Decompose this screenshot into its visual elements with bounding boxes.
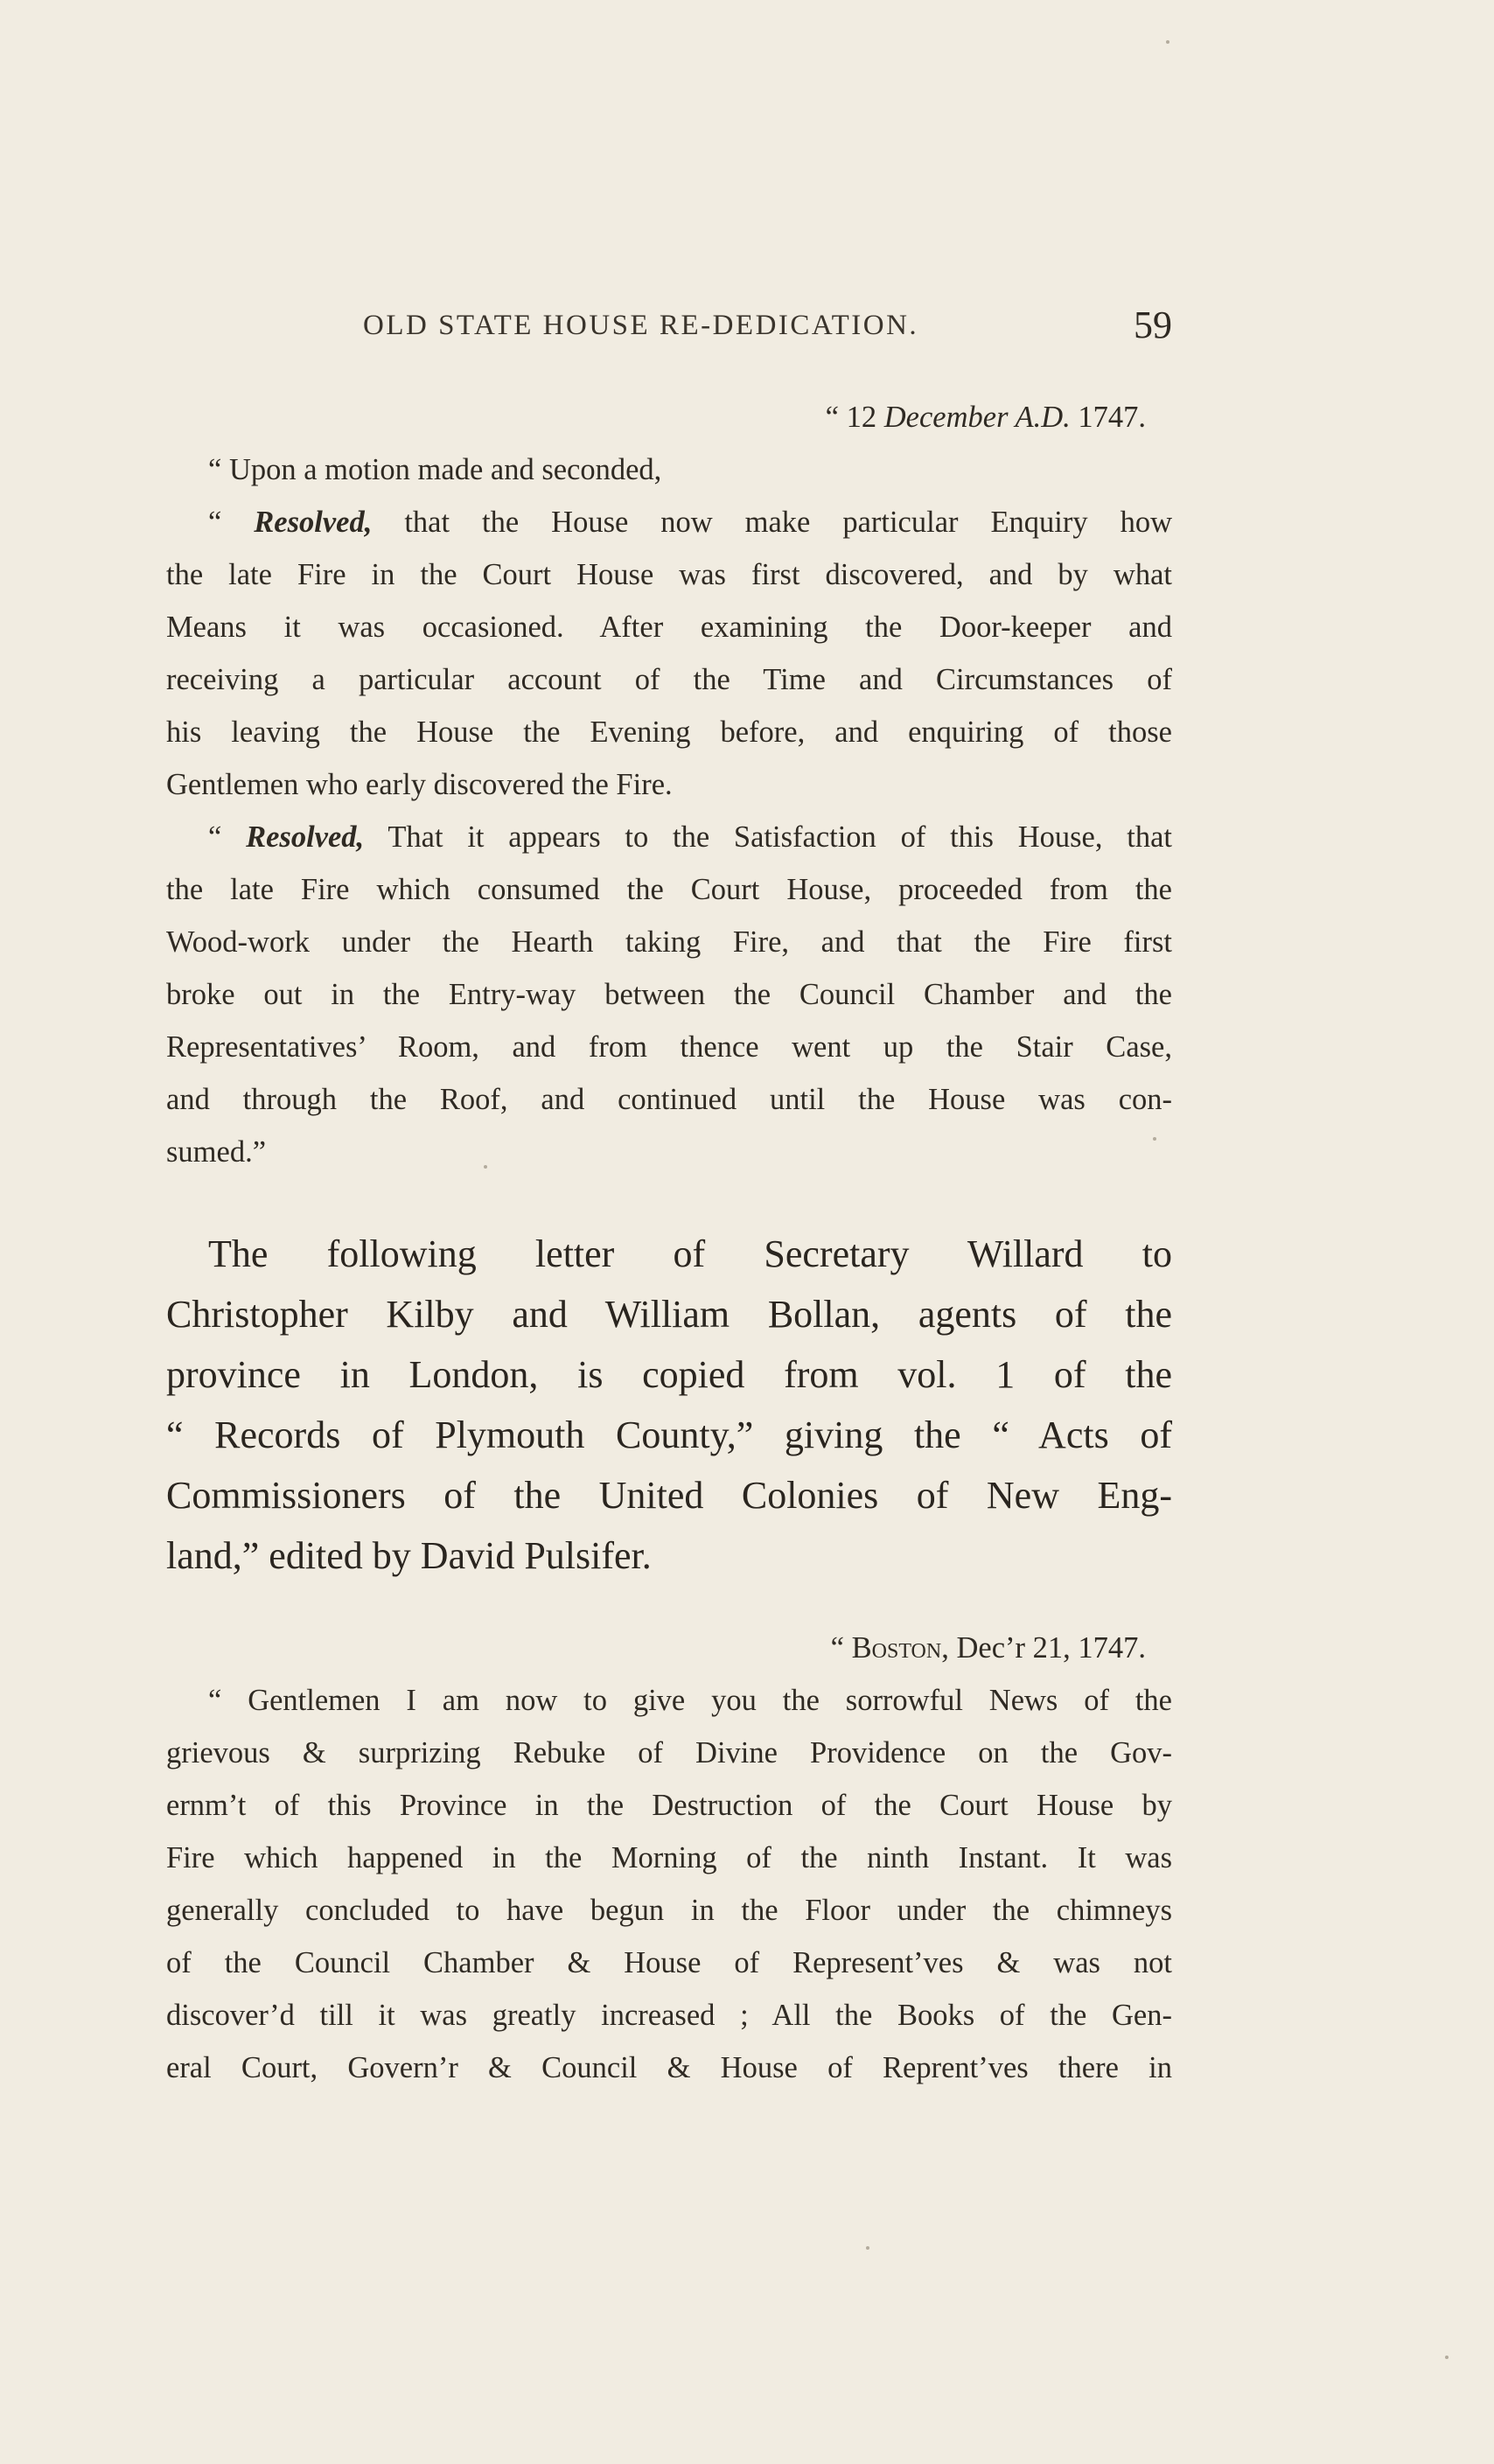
intro-line: province in London, is copied from vol. 1 of the xyxy=(166,1353,1172,1396)
paper-speck xyxy=(866,2246,869,2250)
record-line: Wood-work under the Hearth taking Fire, and that the Fire first xyxy=(166,925,1172,959)
letter-line: eral Court, Govern’r & Council & House of Reprent’ves there in xyxy=(166,2051,1172,2084)
paper-speck xyxy=(1166,40,1169,44)
intro-line: Commissioners of the United Colonies of New Eng- xyxy=(166,1474,1172,1517)
record-line: Gentlemen who early discovered the Fire. xyxy=(166,768,673,801)
record-line: receiving a particular account of the Time and Circumstances of xyxy=(166,663,1172,696)
record-line: “ Upon a motion made and seconded, xyxy=(208,453,662,486)
letter-line: discover’d till it was greatly increased ; All the Books of the Gen- xyxy=(166,1999,1172,2032)
letter-line: grievous & surprizing Rebuke of Divine Providence on the Gov- xyxy=(166,1736,1172,1769)
letter-dateline: “ Boston, Dec’r 21, 1747. xyxy=(830,1631,1146,1665)
letter-line: “ Gentlemen I am now to give you the sorrowful News of the xyxy=(208,1684,1172,1717)
paper-speck xyxy=(484,1165,487,1169)
letter-line: generally concluded to have begun in the Floor under the chimneys xyxy=(166,1894,1172,1927)
letter-line: of the Council Chamber & House of Represent’ves & was not xyxy=(166,1946,1172,1979)
letter-line: Fire which happened in the Morning of the ninth Instant. It was xyxy=(166,1841,1172,1874)
editorial-introduction xyxy=(166,1224,1172,1586)
record-line: broke out in the Entry-way between the Council Chamber and the xyxy=(166,978,1172,1011)
record-line: the late Fire in the Court House was first discovered, and by what xyxy=(166,558,1172,591)
record-line: and through the Roof, and continued until the House was con- xyxy=(166,1083,1172,1116)
record-line: Means it was occasioned. After examining the Door-keeper and xyxy=(166,611,1172,644)
page-number: 59 xyxy=(1134,304,1172,346)
letter-line: ernm’t of this Province in the Destruction of the Court House by xyxy=(166,1789,1172,1822)
record-line: the late Fire which consumed the Court House, proceeded from the xyxy=(166,873,1172,906)
intro-line: “ Records of Plymouth County,” giving the “ Acts of xyxy=(166,1413,1172,1456)
legislative-record xyxy=(166,391,1172,1178)
paper-speck xyxy=(1445,2356,1449,2359)
paper-speck xyxy=(1153,1137,1156,1141)
record-line-resolved: “ Resolved, that the House now make particular Enquiry how xyxy=(208,506,1172,539)
record-line: sumed.” xyxy=(166,1135,267,1169)
intro-line: land,” edited by David Pulsifer. xyxy=(166,1534,652,1577)
intro-line: Christopher Kilby and William Bollan, agents of the xyxy=(166,1293,1172,1336)
intro-line: The following letter of Secretary Willard to xyxy=(208,1232,1172,1275)
record-line: his leaving the House the Evening before, and enquiring of those xyxy=(166,715,1172,749)
letter xyxy=(166,1622,1172,2094)
running-head: OLD STATE HOUSE RE-DEDICATION. xyxy=(363,310,919,341)
record-line-resolved: “ Resolved, That it appears to the Satisfaction of this House, that xyxy=(208,820,1172,854)
record-dateline: “ 12 December A.D. 1747. xyxy=(825,401,1146,434)
page-header xyxy=(166,304,1172,346)
record-line: Representatives’ Room, and from thence went up the Stair Case, xyxy=(166,1030,1172,1064)
